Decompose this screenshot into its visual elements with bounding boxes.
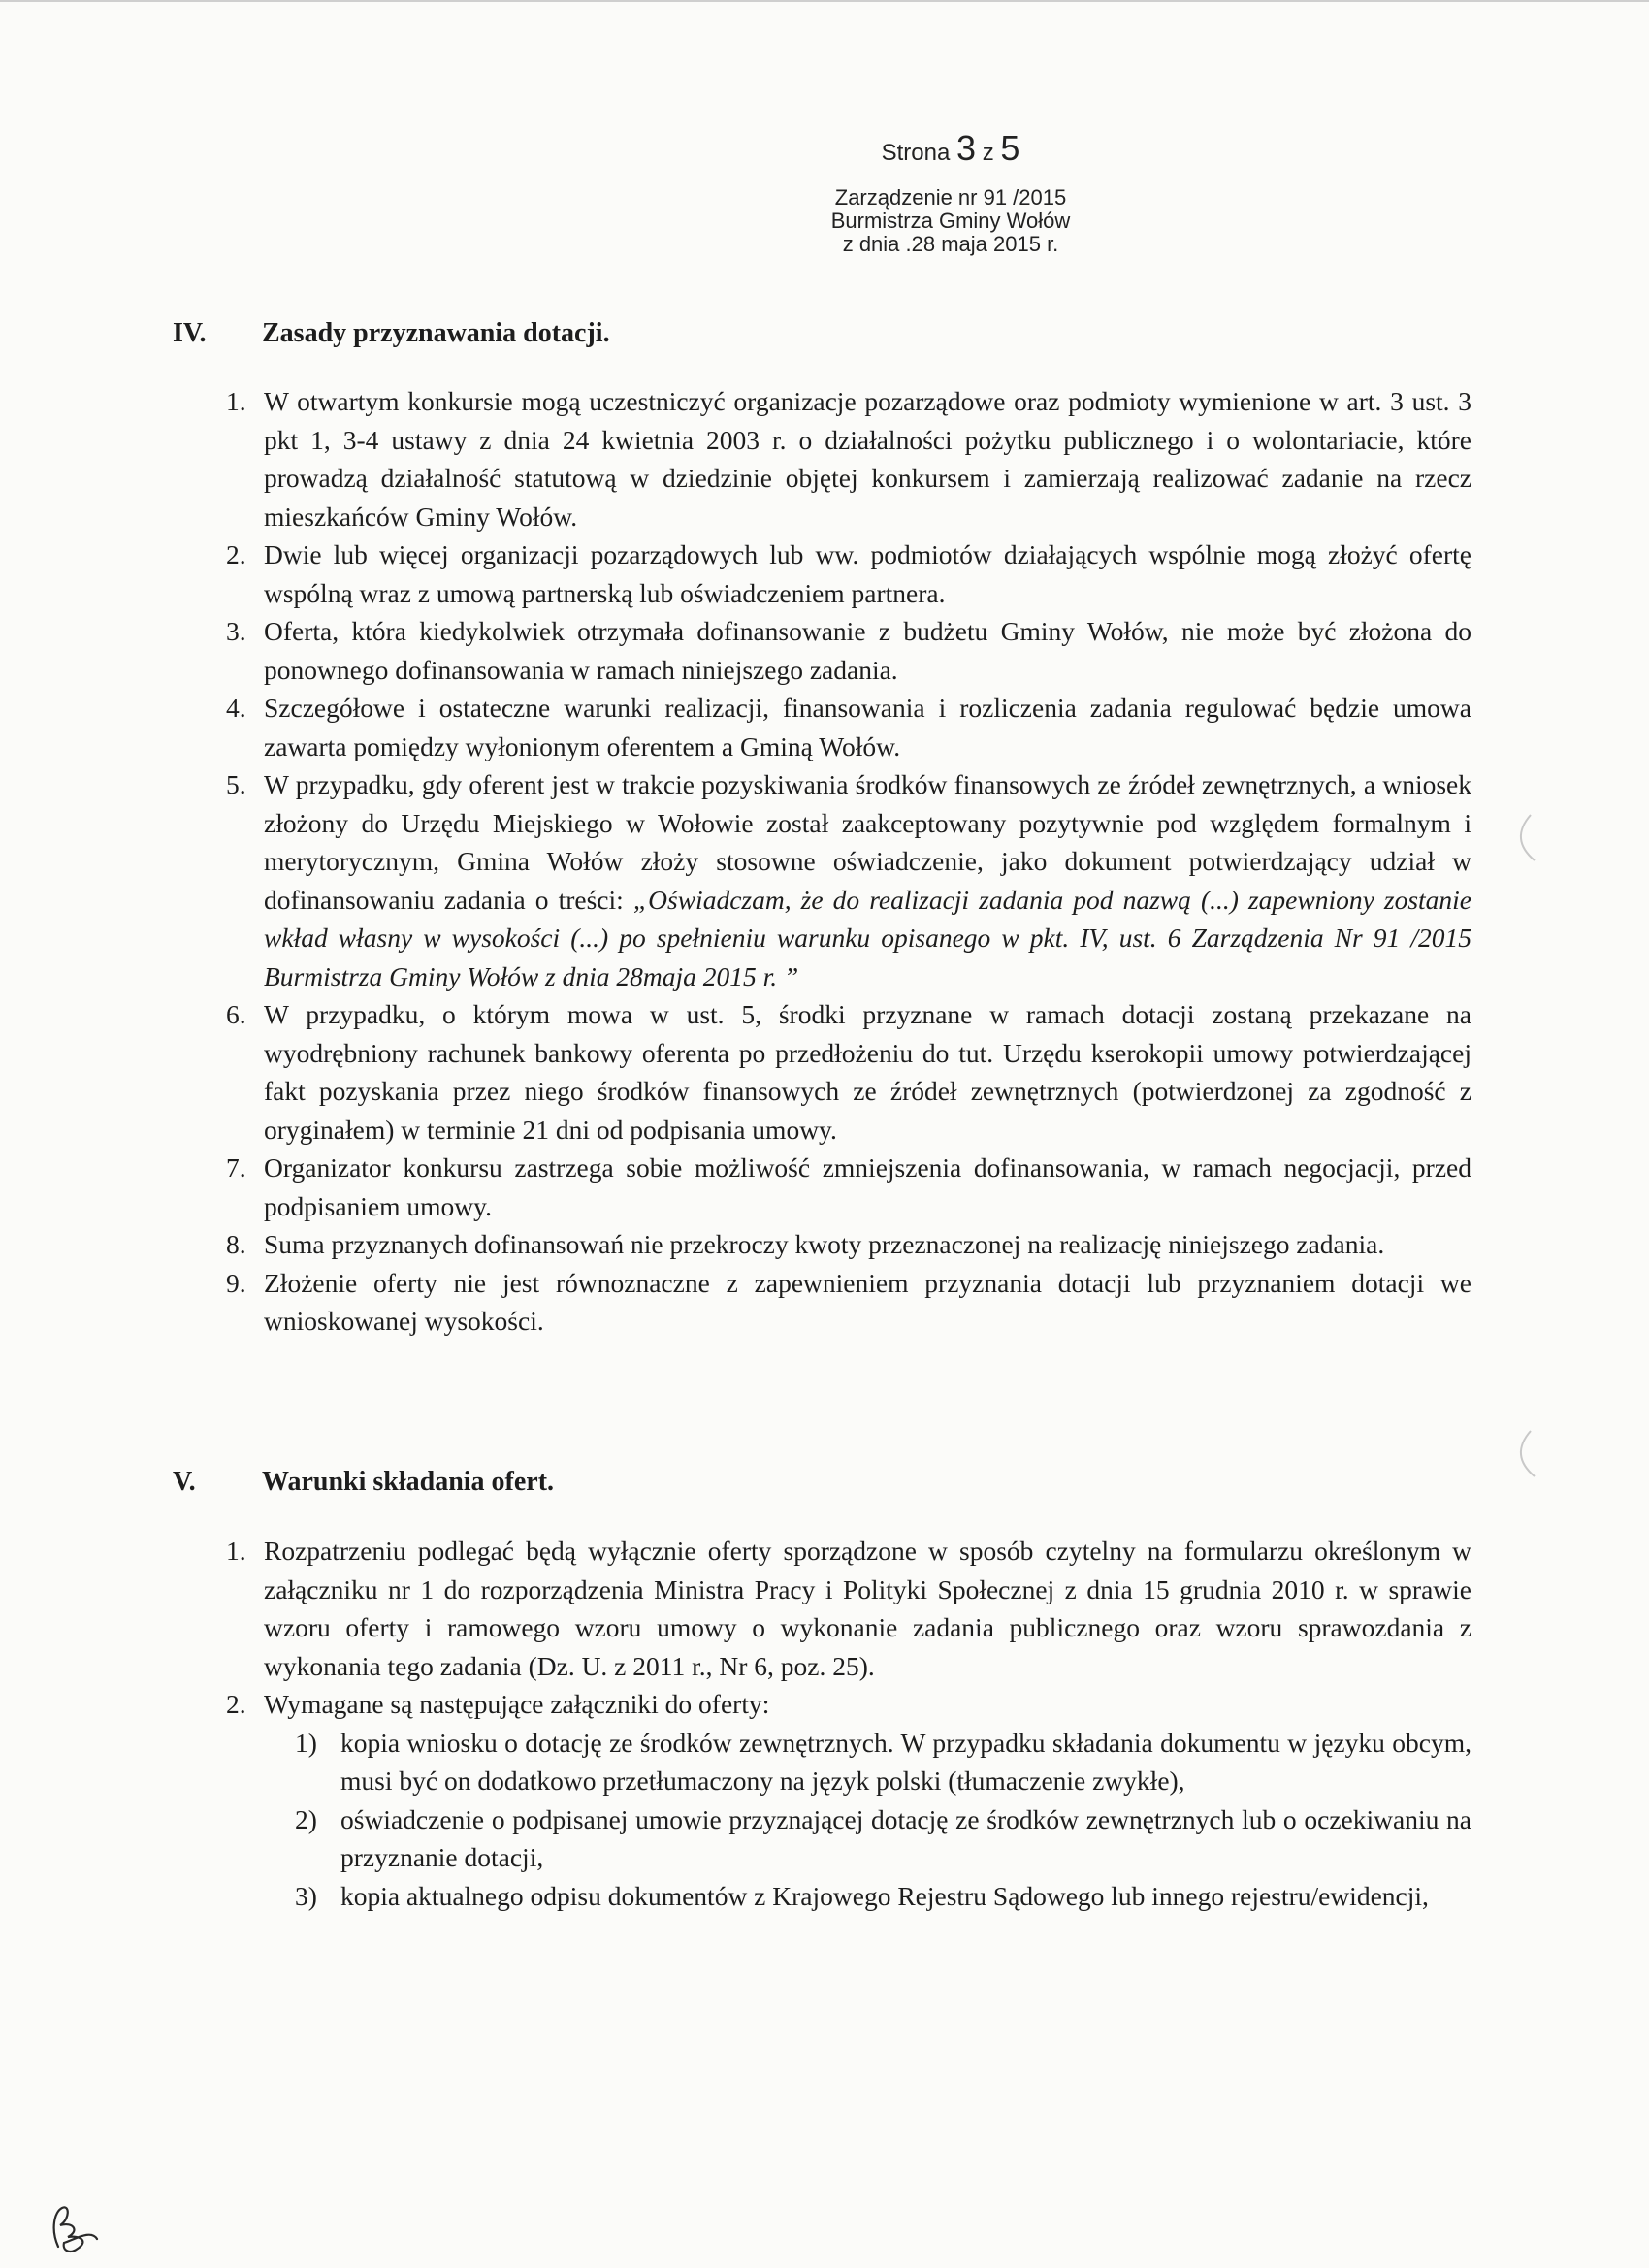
list-item: 3. Oferta, która kiedykolwiek otrzymała dofinansowanie z budżetu Gminy Wołów, nie może być złożona do ponownego dofinansowania w ramach niniejszego zadania. (226, 616, 1471, 685)
list-item: 2. Wymagane są następujące załączniki do oferty: (226, 1689, 770, 1719)
punch-hole-mark (1502, 810, 1540, 868)
section-list (226, 1532, 1471, 1915)
list-item: 4. Szczegółowe i ostateczne warunki realizacji, finansowania i rozliczenia zadania regulować będzie umowa zawarta pomiędzy wyłonionym oferentem a Gminą Wołów. (226, 693, 1471, 761)
section-heading: IV. Zasady przyznawania dotacji. (173, 318, 610, 348)
reference-line: Burmistrza Gminy Wołów (830, 209, 1071, 233)
reference-line: Zarządzenie nr 91 /2015 (834, 185, 1067, 210)
list-item: 1. Rozpatrzeniu podlegać będą wyłącznie oferty sporządzone w sposób czytelny na formularzu określonym w załączniku nr 1 do rozporządzenia Ministra Pracy i Polityki Społecznej z dnia 15 grudnia 2010 r. w sprawie wzoru oferty i ramowego wzoru umowy o wykonanie zadania publicznego oraz wzoru sprawozdania z wykonania tego zadania (Dz. U. z 2011 r., Nr 6, poz. 25). (226, 1536, 1471, 1681)
sub-list-item: 3) kopia aktualnego odpisu dokumentów z Krajowego Rejestru Sądowego lub innego rejestru/ewidencji, (295, 1880, 1429, 1911)
list-item: 9. Złożenie oferty nie jest równoznaczne z zapewnieniem przyznania dotacji lub przyznaniem dotacji we wnioskowanej wysokości. (226, 1267, 1471, 1336)
quoted-statement: „Oświadczam, że do realizacji zadania pod nazwą (...) zapewniony zostanie wkład własny w wysokości (...) po spełnieniu warunku opisanego w pkt. IV, ust. 6 Zarządzenia Nr 91 /2015 Burmistrza Gminy Wołów z dnia 28maja 2015 r. ” (264, 884, 1472, 991)
section-list (226, 382, 1472, 1341)
list-item: 1. W otwartym konkursie mogą uczestniczyć organizacje pozarządowe oraz podmioty wymienione w art. 3 ust. 3 pkt 1, 3-4 ustawy z dnia 24 kwietnia 2003 r. o działalności pożytku publicznego i o wolontariacie, które prowadzą działalność statutową w dziedzinie objętej konkursem i zamierzają realizować zadanie na rzecz mieszkańców Gminy Wołów. (226, 386, 1471, 532)
list-item: 6. W przypadku, o którym mowa w ust. 5, środki przyznane w ramach dotacji zostaną przekazane na wyodrębniony rachunek bankowy oferenta po przedłożeniu do tut. Urzędu kserokopii umowy potwierdzającej fakt pozyskania przez niego środków finansowych ze źródeł zewnętrznych (potwierdzonej za zgodność z oryginałem) w terminie 21 dni od podpisania umowy. (226, 999, 1471, 1145)
list-item: 5. W przypadku, gdy oferent jest w trakcie pozyskiwania środków finansowych ze źródeł zewnętrznych, a wniosek złożony do Urzędu Miejskiego w Wołowie został zaakceptowany pozytywnie pod względem formalnym i merytorycznym, Gmina Wołów złoży stosowne oświadczenie, jako dokument potwierdzający udział w dofinansowaniu zadania o treści: „Oświadczam, że do realizacji zadania pod nazwą (...) zapewniony zostanie wkład własny w wysokości (...) po spełnieniu warunku opisanego w pkt. IV, ust. 6 Zarządzenia Nr 91 /2015 Burmistrza Gminy Wołów z dnia 28maja 2015 r. ” (226, 769, 1472, 991)
scan-edge (0, 0, 1649, 2)
sub-list-item: 1) kopia wniosku o dotację ze środków zewnętrznych. W przypadku składania dokumentu w języku obcym, musi być on dodatkowo przetłumaczony na język polski (tłumaczenie zwykłe), (295, 1727, 1471, 1796)
list-item: 2. Dwie lub więcej organizacji pozarządowych lub ww. podmiotów działających wspólnie mogą złożyć ofertę wspólną wraz z umową partnerską lub oświadczeniem partnera. (226, 539, 1471, 608)
handwritten-initials (41, 2200, 109, 2258)
section-heading: V. Warunki składania ofert. (173, 1467, 555, 1497)
punch-hole-mark (1502, 1426, 1540, 1484)
page-number: Strona 3 z 5 (881, 128, 1020, 168)
list-item: 8. Suma przyznanych dofinansowań nie przekroczy kwoty przeznaczonej na realizację niniejszego zadania. (226, 1229, 1385, 1259)
list-item: 7. Organizator konkursu zastrzega sobie możliwość zmniejszenia dofinansowania, w ramach negocjacji, przed podpisaniem umowy. (226, 1152, 1471, 1221)
reference-line: z dnia .28 maja 2015 r. (842, 232, 1059, 256)
sub-list-item: 2) oświadczenie o podpisanej umowie przyznającej dotację ze środków zewnętrznych lub o oczekiwaniu na przyznanie dotacji, (295, 1803, 1471, 1872)
document-reference (679, 186, 1222, 256)
